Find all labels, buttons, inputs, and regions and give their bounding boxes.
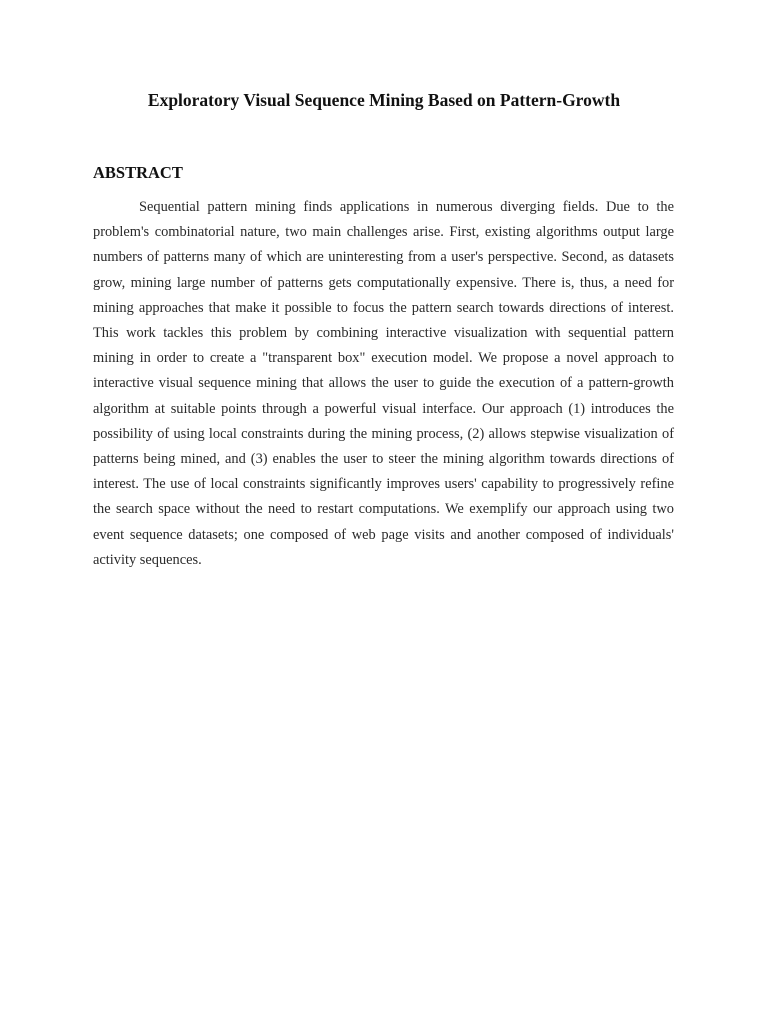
- abstract-body: Sequential pattern mining finds applications in numerous diverging fields. Due to the problem's combinatorial nature, two main challenges arise. First, existing algorithms output large numbers of patterns many of which are uninteresting from a user's perspective. Second, as datasets grow, mining large number of patterns gets computationally expensive. There is, thus, a need for mining approaches that make it possible to focus the pattern search towards directions of interest. This work tackles this problem by combining interactive visualization with sequential pattern mining in order to create a "transparent box" execution model. We propose a novel approach to interactive visual sequence mining that allows the user to guide the execution of a pattern-growth algorithm at suitable points through a powerful visual interface. Our approach (1) introduces the possibility of using local constraints during the mining process, (2) allows stepwise visualization of patterns being mined, and (3) enables the user to steer the mining algorithm towards directions of interest. The use of local constraints significantly improves users' capability to progressively refine the search space without the need to restart computations. We exemplify our approach using two event sequence datasets; one composed of web page visits and another composed of individuals' activity sequences.: [93, 199, 674, 568]
- abstract-heading: ABSTRACT: [93, 163, 183, 182]
- paper-title: Exploratory Visual Sequence Mining Based on Pattern-Growth: [147, 90, 621, 110]
